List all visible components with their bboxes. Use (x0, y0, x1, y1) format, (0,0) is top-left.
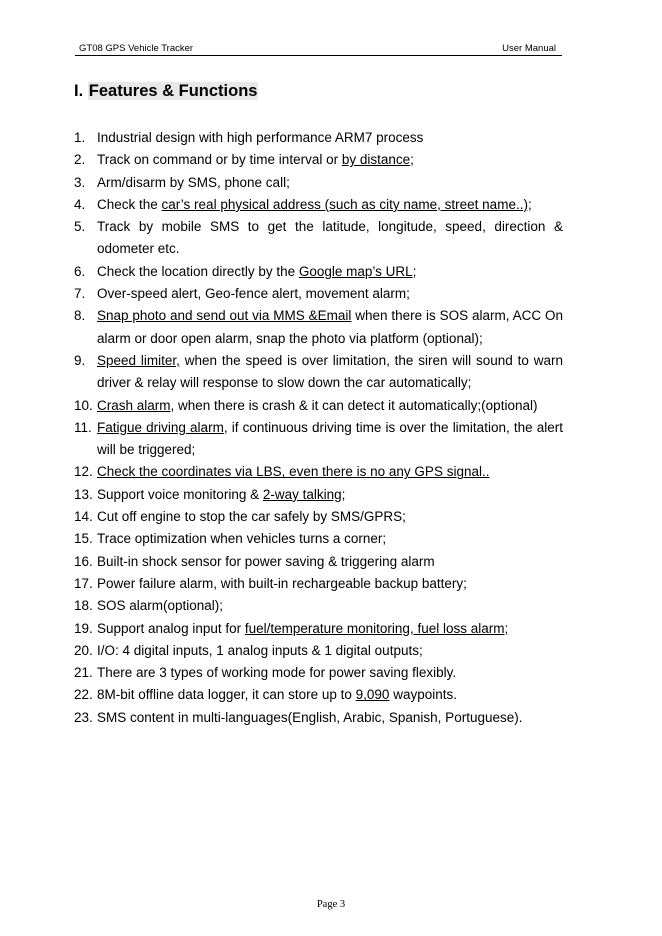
feature-number: 9. (74, 352, 86, 368)
feature-list (74, 127, 563, 729)
feature-text: ; (527, 196, 532, 212)
feature-number: 10. (74, 397, 93, 413)
feature-text: Support voice monitoring & (97, 486, 263, 502)
feature-text: Check the (97, 196, 162, 212)
section-title-text: Features & Functions (88, 82, 258, 100)
section-number: I. (74, 82, 88, 100)
feature-number: 7. (74, 286, 86, 302)
feature-item (74, 261, 563, 283)
feature-text: Support analog input for (97, 620, 245, 636)
page-number: Page 3 (316, 899, 346, 910)
feature-text: Check the location directly by the (97, 263, 299, 279)
feature-item (74, 417, 563, 462)
feature-text: when the speed is over limitation, the siren will sound to warn driver & relay will response to slow down the car automatically; (97, 352, 563, 391)
header-title: GT08 GPS Vehicle Tracker (79, 43, 194, 54)
feature-item (74, 484, 563, 506)
feature-number: 15. (74, 531, 93, 547)
feature-text: I/O: 4 digital inputs, 1 analog inputs & 1 digital outputs; (97, 642, 423, 658)
feature-item (74, 395, 563, 417)
feature-text: Track on command or by time interval or (97, 152, 342, 168)
feature-text: when there is SOS alarm, ACC On alarm or door open alarm, snap the photo via platform (optional); (97, 308, 563, 346)
feature-number: 22. (74, 687, 93, 703)
feature-item (74, 707, 563, 729)
feature-item (74, 551, 563, 573)
feature-item (74, 172, 563, 194)
feature-number: 20. (74, 642, 93, 658)
feature-text: Industrial design with high performance ARM7 process (97, 130, 424, 145)
feature-number: 23. (74, 709, 93, 725)
feature-item (74, 506, 563, 528)
feature-item (74, 528, 563, 550)
feature-highlight-text: 2-way talking (262, 486, 342, 502)
feature-number: 2. (74, 152, 86, 168)
feature-highlight-text: Check the coordinates via LBS, even there is no any GPS signal.. (97, 464, 490, 480)
feature-text: Over-speed alert, Geo-fence alert, movement alarm; (97, 286, 410, 302)
feature-text: , if continuous driving time is over the limitation, the alert will be triggered; (97, 419, 563, 458)
feature-text: waypoints. (389, 687, 457, 703)
feature-text: Trace optimization when vehicles turns a corner; (97, 531, 387, 547)
feature-number: 18. (74, 598, 93, 614)
feature-number: 4. (74, 196, 86, 212)
feature-text: There are 3 types of working mode for power saving flexibly. (97, 665, 457, 681)
feature-number: 6. (74, 263, 86, 279)
feature-highlight-text: car’s real physical address (such as city name, street name..) (161, 196, 528, 212)
feature-number: 5. (74, 219, 86, 235)
feature-highlight-text: Google map’s URL (298, 263, 413, 279)
feature-highlight-text: by distance (341, 152, 411, 168)
feature-number: 16. (74, 553, 93, 569)
feature-number: 14. (74, 509, 93, 525)
feature-item (74, 662, 563, 684)
feature-item (74, 149, 563, 171)
feature-highlight-text: fuel/temperature monitoring, fuel loss alarm; (244, 620, 509, 636)
feature-text: SOS alarm(optional); (97, 598, 224, 614)
feature-number: 13. (74, 486, 93, 502)
feature-item (74, 573, 563, 595)
feature-item (74, 127, 563, 149)
feature-number: 21. (74, 665, 93, 681)
feature-highlight-text: Crash alarm (97, 397, 171, 413)
feature-text: , when there is crash & it can detect it automatically;(optional) (170, 397, 538, 413)
feature-highlight-text: 9,090 (355, 687, 390, 703)
page-header (75, 42, 562, 56)
feature-item (74, 216, 563, 261)
section-title (74, 80, 258, 102)
feature-item (74, 194, 563, 216)
feature-text: Cut off engine to stop the car safely by SMS/GPRS; (97, 509, 406, 525)
feature-item (74, 461, 563, 483)
feature-highlight-text: Fatigue driving alarm (97, 419, 224, 435)
feature-number: 17. (74, 575, 93, 591)
feature-highlight-text: Snap photo and send out via MMS &Email (97, 308, 352, 324)
feature-item (74, 640, 563, 662)
feature-text: Track by mobile SMS to get the latitude, longitude, speed, direction & odometer etc. (97, 219, 563, 257)
feature-number: 1. (74, 130, 86, 145)
feature-text: 8M-bit offline data logger, it can store up to (97, 687, 356, 703)
header-doc-type: User Manual (502, 43, 556, 54)
feature-number: 11. (74, 419, 92, 435)
feature-text: Built-in shock sensor for power saving & triggering alarm (97, 553, 435, 569)
feature-item (74, 283, 563, 305)
feature-number: 12. (74, 464, 93, 480)
feature-text: SMS content in multi-languages(English, Arabic, Spanish, Portuguese). (97, 709, 523, 725)
feature-text: Arm/disarm by SMS, phone call; (97, 174, 290, 190)
feature-item (74, 305, 563, 350)
feature-item (74, 350, 563, 395)
feature-text: Power failure alarm, with built-in rechargeable backup battery; (97, 575, 467, 591)
feature-number: 8. (74, 308, 86, 324)
feature-highlight-text: Speed limiter, (97, 352, 180, 368)
feature-item (74, 595, 563, 617)
feature-text: ; (341, 486, 346, 502)
feature-item (74, 618, 563, 640)
feature-item (74, 684, 563, 706)
feature-text: ; (412, 263, 417, 279)
feature-text: ; (410, 152, 414, 168)
feature-number: 3. (74, 174, 86, 190)
feature-number: 19. (74, 620, 93, 636)
